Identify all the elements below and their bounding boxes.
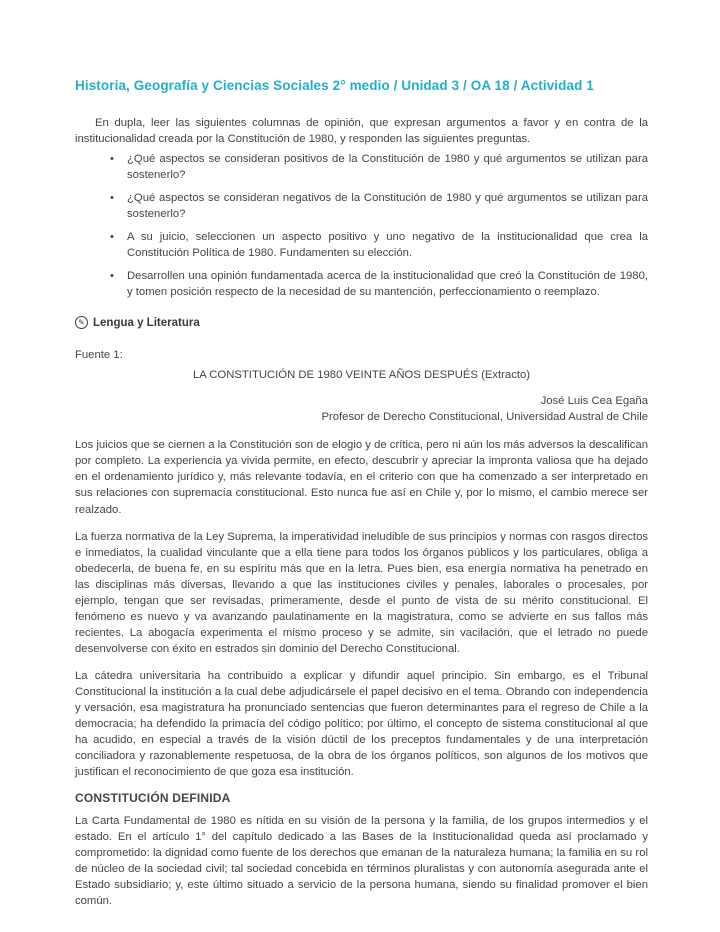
source-author: José Luis Cea Egaña: [540, 395, 648, 408]
source-paragraph: La cátedra universitaria ha contribuido a explicar y difundir aquel principio. Sin embargo, es el Tribunal Constitucional la institución a la cual debe adjudicársele el papel decisivo en el tema. Obrando con independencia y versación, esa magistratura ha pronunciado sentencias que fueron determinantes para el regreso de Chile a la democracia; ha defendido la primacía del código político; por último, el concepto de sistema constitucional al que ha acudido, en especial a través de la visión dúctil de los preceptos fundamentales y de una interpretación conciliadora y razonablemente respetuosa, de la obra de los órganos políticos, son algunos de los motivos que justifican el reconocimiento de que goza esa institución.: [75, 669, 648, 778]
intro-paragraph: En dupla, leer las siguientes columnas de opinión, que expresan argumentos a favor y en contra de la institucionalidad creada por la Constitución de 1980, y responden las siguientes preguntas.: [75, 117, 648, 146]
source-paragraph: La fuerza normativa de la Ley Suprema, la imperatividad ineludible de sus principios y normas con rasgos directos e inmediatos, la cualidad vinculante que a ella tiene para todos los órganos públicos y los particulares, obliga a obedecerla, de buena fe, en su espíritu más que en la letra. Pues bien, esa energía normativa ha penetrado en las disciplinas más diversas, llevando a que las instituciones civiles y penales, laborales o procesales, por ejemplo, tengan que ser revisadas, primeramente, desde el punto de vista de su mérito constitucional. El fenómeno es nuevo y va avanzando paulatinamente en la magistratura, como se advierte en sus fallos más recientes. La abogacía experimenta el mismo proceso y se admite, sin vacilación, que el letrado no puede desenvolverse con éxito en estrados sin dominio del Derecho Constitucional.: [75, 530, 648, 655]
question-item: • ¿Qué aspectos se consideran positivos de la Constitución de 1980 y qué argumentos se utilizan para sostenerlo?: [127, 151, 648, 183]
source-paragraph: Los juicios que se ciernen a la Constitución son de elogio y de crítica, pero ni aún los más adversos la descalifican por completo. La experiencia ya vivida permite, en efecto, descubrir y apreciar la impronta valiosa que ha dejado en el ordenamiento jurídico y, más relevante todavía, en el criterio con que ha comenzado a ser interpretado en sus relaciones con supremacía constitucional. Esto nunca fue así en Chile y, por lo mismo, el cambio merece ser realzado.: [75, 439, 648, 516]
question-list: [75, 151, 648, 300]
source-label: Fuente 1:: [75, 349, 123, 362]
subject-link-icon: ✎: [75, 316, 88, 329]
section-paragraph: La Carta Fundamental de 1980 es nítida en su visión de la persona y la familia, de los grupos intermedios y el estado. En el artículo 1° del capítulo dedicado a las Bases de la Institucionalidad queda así proclamado y comprometido: la dignidad como fuente de los derechos que emanan de la naturaleza humana; la familia en su rol de núcleo de la sociedad civil; tal sociedad concebida en términos pluralistas y con autonomía asegurada ante el Estado subsidiario; y, este último situado a servicio de la persona humana, siendo su finalidad promover el bien común.: [75, 815, 648, 908]
question-item: • A su juicio, seleccionen un aspecto positivo y uno negativo de la institucionalidad que crea la Constitución Política de 1980. Fundamenten su elección.: [127, 229, 648, 261]
subject-link-label: Lengua y Literatura: [93, 316, 200, 329]
question-item: • Desarrollen una opinión fundamentada acerca de la institucionalidad que creó la Constitución de 1980, y tomen posición respecto de la necesidad de su mantención, perfeccionamiento o reemplazo.: [127, 268, 648, 300]
page-title: Historia, Geografía y Ciencias Sociales 2° medio / Unidad 3 / OA 18 / Actividad 1: [75, 78, 594, 93]
source-title: LA CONSTITUCIÓN DE 1980 VEINTE AÑOS DESPUÉS (Extracto): [192, 369, 531, 382]
subject-link: [75, 316, 648, 329]
source-author-role: Profesor de Derecho Constitucional, Universidad Austral de Chile: [321, 411, 648, 424]
section-heading: CONSTITUCIÓN DEFINIDA: [75, 791, 231, 805]
question-item: • ¿Qué aspectos se consideran negativos de la Constitución de 1980 y qué argumentos se utilizan para sostenerlo?: [127, 190, 648, 222]
